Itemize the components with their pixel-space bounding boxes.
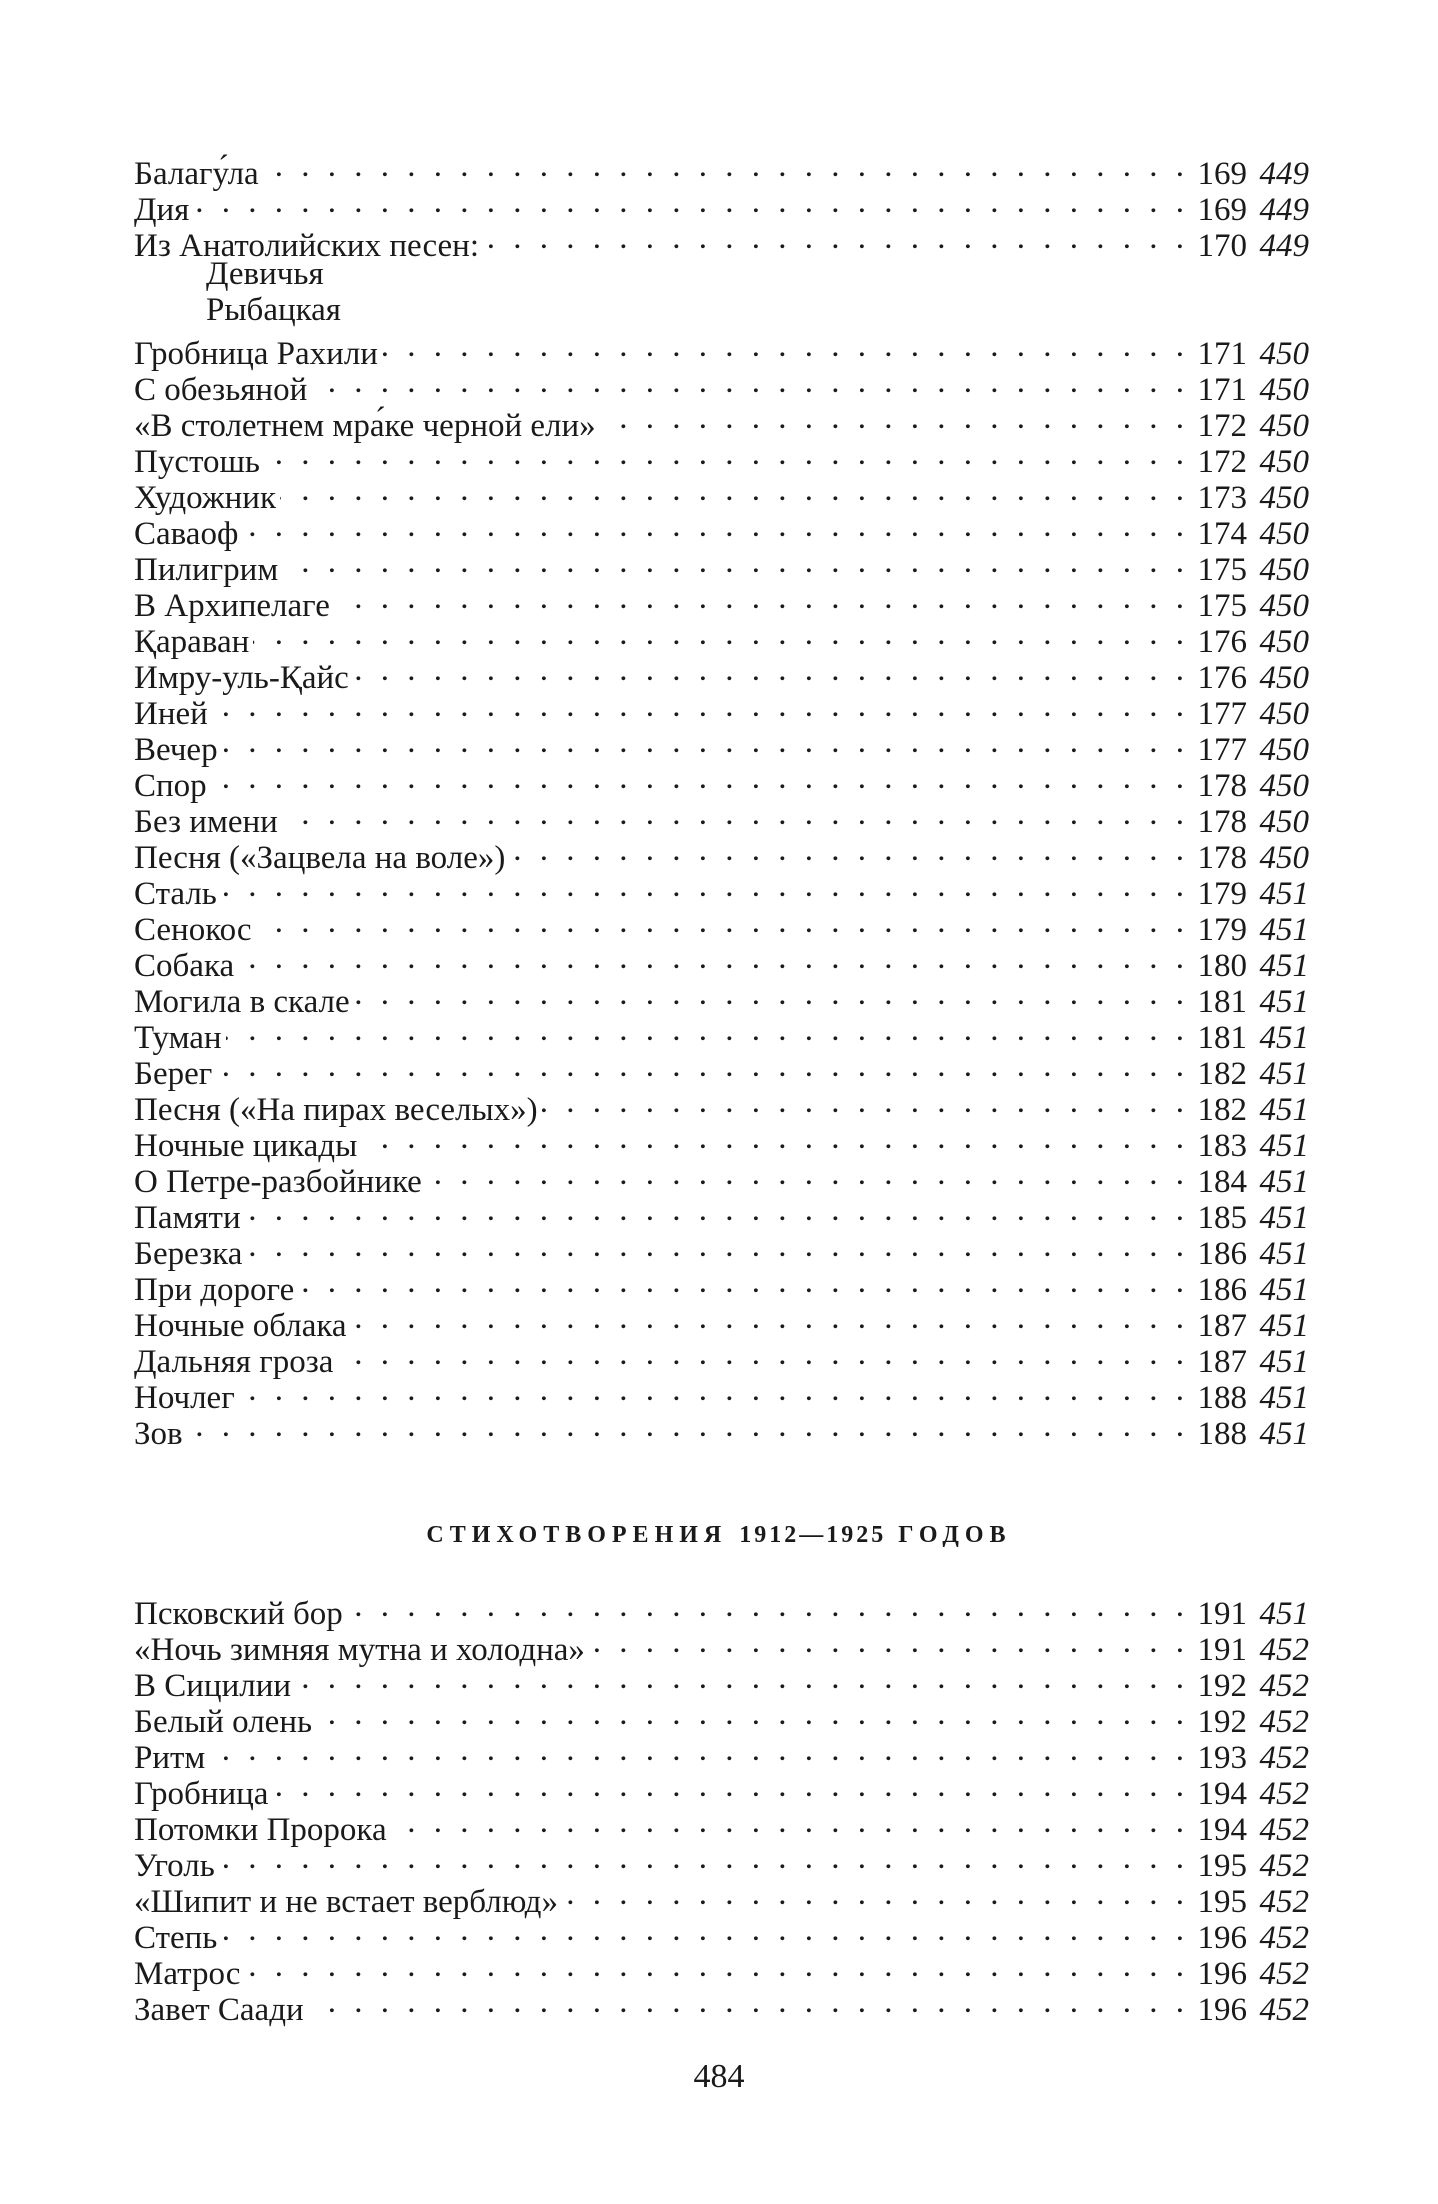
toc-entry-title: Завет Саади (134, 1992, 304, 2028)
toc-entry (134, 1768, 1309, 1812)
toc-entry-page: 191 (1197, 1632, 1247, 1668)
section-heading-words: СТИХОТВОРЕНИЯ (426, 1522, 728, 1548)
toc-entry-note-page: 451 (1259, 984, 1309, 1020)
toc-entry-title: Дия (134, 192, 190, 228)
toc-entry (134, 1084, 1309, 1128)
toc-entry (134, 976, 1309, 1020)
toc-entry-note-page: 451 (1259, 876, 1309, 912)
dot-leader (600, 400, 1189, 436)
dot-leader (295, 1660, 1189, 1696)
toc-entry-note-page: 449 (1259, 192, 1309, 228)
toc-entry-note-page: 450 (1259, 804, 1309, 840)
toc-entry-page: 174 (1197, 516, 1247, 552)
toc-entry-page: 194 (1197, 1776, 1247, 1812)
toc-entry-note-page: 452 (1259, 1884, 1309, 1920)
toc-entry (134, 1696, 1309, 1740)
section-heading-years: 1912—1925 (739, 1522, 887, 1548)
toc-entry (134, 724, 1309, 768)
toc-entry-page: 171 (1197, 336, 1247, 372)
toc-entry-page: 186 (1197, 1272, 1247, 1308)
toc-entry-title: Вечер (134, 732, 218, 768)
toc-entry (134, 1804, 1309, 1848)
toc-entry (134, 1264, 1309, 1308)
toc-entry-note-page: 450 (1259, 372, 1309, 408)
toc-entry-page: 172 (1197, 408, 1247, 444)
toc-entry-title: Потомки Пророка (134, 1812, 387, 1848)
toc-entry-title: Ритм (134, 1740, 206, 1776)
toc-entry (134, 1840, 1309, 1884)
toc-entry-page: 178 (1197, 840, 1247, 876)
toc-entry-title: Гробница (134, 1776, 269, 1812)
dot-leader (272, 1768, 1189, 1804)
dot-leader (391, 1804, 1189, 1840)
dot-leader (334, 580, 1189, 616)
toc-entry-page: 191 (1197, 1596, 1247, 1632)
dot-leader (311, 364, 1189, 400)
toc-entry-title: Могила в скале (134, 984, 350, 1020)
toc-entry (134, 472, 1309, 516)
toc-entry-page: 181 (1197, 984, 1247, 1020)
toc-entry-page: 179 (1197, 876, 1247, 912)
toc-entry (134, 760, 1309, 804)
dot-leader (221, 1912, 1189, 1948)
toc-entry-note-page: 451 (1259, 1020, 1309, 1056)
dot-leader (351, 1300, 1189, 1336)
toc-entry-page: 175 (1197, 552, 1247, 588)
toc-entry-page: 171 (1197, 372, 1247, 408)
toc-entry-title: Спор (134, 768, 207, 804)
toc-entry-page: 186 (1197, 1236, 1247, 1272)
dot-leader (353, 652, 1189, 688)
dot-leader (282, 544, 1189, 580)
toc-entry-page: 196 (1197, 1956, 1247, 1992)
toc-entry (134, 1408, 1309, 1452)
toc-entry-title: Собака (134, 948, 235, 984)
dot-leader (219, 1840, 1189, 1876)
dot-leader (226, 1012, 1189, 1048)
dot-leader (212, 688, 1189, 724)
toc-entry-page: 185 (1197, 1200, 1247, 1236)
toc-entry (134, 1372, 1309, 1416)
toc-entry-note-page: 451 (1259, 1236, 1309, 1272)
toc-entry-title: Саваоф (134, 516, 239, 552)
toc-entry-note-page: 451 (1259, 1380, 1309, 1416)
dot-leader (242, 508, 1189, 544)
toc-entry (134, 1732, 1309, 1776)
dot-leader (216, 1048, 1189, 1084)
toc-entry-note-page: 450 (1259, 588, 1309, 624)
dot-leader (264, 436, 1189, 472)
dot-leader (245, 1192, 1189, 1228)
toc-entry-title: Уголь (134, 1848, 215, 1884)
dot-leader (316, 1696, 1189, 1732)
toc-entry-page: 196 (1197, 1920, 1247, 1956)
toc-entry-page: 179 (1197, 912, 1247, 948)
toc-entry-title: Дальняя гроза (134, 1344, 334, 1380)
toc-entry-note-page: 449 (1259, 156, 1309, 192)
toc-entry-title: Девичья (206, 256, 324, 292)
toc-entry-title: Ночлег (134, 1380, 235, 1416)
toc-entry-note-page: 452 (1259, 1704, 1309, 1740)
dot-leader (337, 1336, 1189, 1372)
toc-entry (134, 1048, 1309, 1092)
toc-entry-title: Зов (134, 1416, 183, 1452)
toc-entry-note-page: 451 (1259, 1128, 1309, 1164)
toc-entry-title: Песня («На пирах веселых») (134, 1092, 538, 1128)
toc-entry (134, 832, 1309, 876)
toc-entry (134, 1300, 1309, 1344)
toc-entry-page: 184 (1197, 1164, 1247, 1200)
toc-entry (134, 148, 1309, 192)
toc-entry-page: 177 (1197, 696, 1247, 732)
toc-entry-title: Пустошь (134, 444, 260, 480)
toc-entry-note-page: 451 (1259, 1164, 1309, 1200)
toc-entry-page: 192 (1197, 1704, 1247, 1740)
toc-entry-title: Сенокос (134, 912, 252, 948)
toc-entry-note-page: 452 (1259, 1848, 1309, 1884)
toc-entry-title: Художник (134, 480, 276, 516)
toc-entry-page: 195 (1197, 1884, 1247, 1920)
dot-leader (308, 1984, 1189, 2020)
toc-entry (134, 1192, 1309, 1236)
toc-entry-title: Имру-уль-Қайс (134, 660, 349, 696)
dot-leader (239, 1372, 1189, 1408)
toc-entry-note-page: 451 (1259, 1308, 1309, 1344)
toc-entry-title: Рыбацкая (206, 292, 341, 328)
toc-entry-title: Ночные облака (134, 1308, 347, 1344)
dot-leader (280, 472, 1189, 508)
dot-leader (256, 904, 1189, 940)
toc-entry-note-page: 452 (1259, 1992, 1309, 2028)
toc-entry (134, 292, 1309, 328)
toc-entry-note-page: 452 (1259, 1740, 1309, 1776)
toc-entry-title: Песня («Зацвела на воле») (134, 840, 506, 876)
toc-entry-title: «Ночь зимняя мутна и холодна» (134, 1632, 585, 1668)
toc-entry (134, 796, 1309, 840)
dot-leader (238, 940, 1189, 976)
toc-entry-page: 175 (1197, 588, 1247, 624)
toc-entry-title: При дороге (134, 1272, 295, 1308)
toc-entry (134, 544, 1309, 588)
dot-leader (589, 1624, 1189, 1660)
toc-entry-note-page: 450 (1259, 768, 1309, 804)
toc-entry (134, 1228, 1309, 1272)
dot-leader (382, 328, 1189, 364)
toc-entry-note-page: 450 (1259, 444, 1309, 480)
toc-entry-title: Пилигрим (134, 552, 279, 588)
toc-entry-note-page: 451 (1259, 1200, 1309, 1236)
toc-entry (134, 220, 1309, 264)
dot-leader (246, 1228, 1189, 1264)
toc-entry-note-page: 450 (1259, 696, 1309, 732)
toc-entry-page: 176 (1197, 660, 1247, 696)
dot-leader (222, 724, 1189, 760)
toc-entry-title: Матрос (134, 1956, 241, 1992)
toc-entry (134, 508, 1309, 552)
toc-entry-title: О Петре-разбойнике (134, 1164, 422, 1200)
toc-entry-note-page: 452 (1259, 1812, 1309, 1848)
toc-entry-title: Иней (134, 696, 208, 732)
toc-entry (134, 1876, 1309, 1920)
toc-entry-note-page: 452 (1259, 1956, 1309, 1992)
toc-entry (134, 256, 1309, 292)
toc-entry-note-page: 452 (1259, 1668, 1309, 1704)
toc-entry-note-page: 450 (1259, 660, 1309, 696)
section-heading (0, 1522, 1438, 1549)
toc-entry-page: 178 (1197, 804, 1247, 840)
dot-leader (211, 760, 1189, 796)
toc-entry-note-page: 452 (1259, 1920, 1309, 1956)
dot-leader (221, 868, 1189, 904)
toc-entry-page: 182 (1197, 1056, 1247, 1092)
toc-entry-title: Сталь (134, 876, 217, 912)
toc-entry-note-page: 451 (1259, 1416, 1309, 1452)
toc-entry (134, 436, 1309, 480)
toc-entry (134, 1948, 1309, 1992)
toc-section-1 (134, 148, 1309, 1452)
toc-entry (134, 904, 1309, 948)
toc-entry-title: Степь (134, 1920, 218, 1956)
dot-leader (244, 1948, 1189, 1984)
dot-leader (354, 976, 1189, 1012)
toc-entry-note-page: 452 (1259, 1776, 1309, 1812)
toc-entry (134, 1660, 1309, 1704)
toc-entry-page: 169 (1197, 156, 1247, 192)
toc-entry (134, 328, 1309, 372)
toc-entry-title: «В столетнем мра́ке черной ели» (134, 408, 596, 444)
toc-entry-page: 195 (1197, 1848, 1247, 1884)
page-number: 484 (693, 2058, 745, 2095)
toc-entry-title: Березка (134, 1236, 243, 1272)
dot-leader (263, 148, 1189, 184)
dot-leader (542, 1084, 1189, 1120)
toc-entry-page: 169 (1197, 192, 1247, 228)
toc-entry-note-page: 451 (1259, 912, 1309, 948)
toc-entry-page: 178 (1197, 768, 1247, 804)
toc-entry (134, 1984, 1309, 2028)
toc-entry-title: Без имени (134, 804, 278, 840)
toc-entry-title: С обезьяной (134, 372, 308, 408)
toc-entry (134, 400, 1309, 444)
dot-leader (298, 1264, 1189, 1300)
dot-leader (209, 1732, 1189, 1768)
dot-leader (347, 1588, 1189, 1624)
toc-entry-title: Псковский бор (134, 1596, 343, 1632)
toc-entry-page: 194 (1197, 1812, 1247, 1848)
toc-entry-title: В Архипелаге (134, 588, 330, 624)
toc-entry-note-page: 450 (1259, 732, 1309, 768)
toc-entry-title: Балагу́ла (134, 156, 259, 192)
toc-entry-note-page: 451 (1259, 1272, 1309, 1308)
toc-section-2 (134, 1588, 1309, 2028)
toc-entry-page: 182 (1197, 1092, 1247, 1128)
toc-entry-note-page: 451 (1259, 1056, 1309, 1092)
toc-entry (134, 1012, 1309, 1056)
section-heading-tail: ГОДОВ (898, 1522, 1012, 1548)
dot-leader (426, 1156, 1189, 1192)
toc-entry-note-page: 450 (1259, 552, 1309, 588)
toc-entry-title: В Сицилии (134, 1668, 292, 1704)
toc-entry-note-page: 450 (1259, 408, 1309, 444)
toc-entry-note-page: 450 (1259, 480, 1309, 516)
toc-entry (134, 688, 1309, 732)
toc-entry-page: 170 (1197, 228, 1247, 264)
toc-entry (134, 616, 1309, 660)
toc-entry-title: Ночные цикады (134, 1128, 358, 1164)
toc-entry-note-page: 451 (1259, 948, 1309, 984)
toc-entry-note-page: 450 (1259, 840, 1309, 876)
dot-leader (253, 616, 1189, 652)
toc-entry-page: 188 (1197, 1380, 1247, 1416)
toc-entry (134, 868, 1309, 912)
toc-entry-note-page: 451 (1259, 1596, 1309, 1632)
toc-entry-note-page: 452 (1259, 1632, 1309, 1668)
toc-entry-title: Белый олень (134, 1704, 313, 1740)
toc-entry-page: 188 (1197, 1416, 1247, 1452)
toc-entry-note-page: 451 (1259, 1092, 1309, 1128)
toc-entry-note-page: 450 (1259, 516, 1309, 552)
toc-entry-note-page: 449 (1259, 228, 1309, 264)
toc-entry-note-page: 450 (1259, 336, 1309, 372)
toc-entry-page: 187 (1197, 1344, 1247, 1380)
dot-leader (187, 1408, 1189, 1444)
toc-entry-page: 193 (1197, 1740, 1247, 1776)
toc-entry (134, 184, 1309, 228)
dot-leader (282, 796, 1189, 832)
toc-entry-page: 192 (1197, 1668, 1247, 1704)
toc-entry-page: 173 (1197, 480, 1247, 516)
dot-leader (483, 220, 1189, 256)
toc-entry-page: 187 (1197, 1308, 1247, 1344)
toc-entry (134, 580, 1309, 624)
toc-entry (134, 940, 1309, 984)
toc-entry-title: Из Анатолийских песен: (134, 228, 479, 264)
toc-entry (134, 652, 1309, 696)
toc-entry-title: Памяти (134, 1200, 241, 1236)
toc-entry-page: 177 (1197, 732, 1247, 768)
toc-entry-page: 181 (1197, 1020, 1247, 1056)
toc-entry-note-page: 450 (1259, 624, 1309, 660)
toc-entry-title: «Шипит и не встает верблюд» (134, 1884, 558, 1920)
toc-entry-page: 172 (1197, 444, 1247, 480)
toc-entry (134, 1912, 1309, 1956)
toc-entry-title: Гробница Рахили (134, 336, 378, 372)
toc-entry-page: 183 (1197, 1128, 1247, 1164)
toc-entry-page: 176 (1197, 624, 1247, 660)
dot-leader (562, 1876, 1189, 1912)
toc-entry (134, 1588, 1309, 1632)
toc-entry-note-page: 451 (1259, 1344, 1309, 1380)
dot-leader (509, 832, 1189, 868)
toc-entry-title: Берег (134, 1056, 213, 1092)
toc-entry-page: 180 (1197, 948, 1247, 984)
toc-entry-title: Туман (134, 1020, 222, 1056)
dot-leader (361, 1120, 1189, 1156)
toc-entry-page: 196 (1197, 1992, 1247, 2028)
toc-entry-title: Қараван (134, 624, 250, 660)
dot-leader (193, 184, 1189, 220)
